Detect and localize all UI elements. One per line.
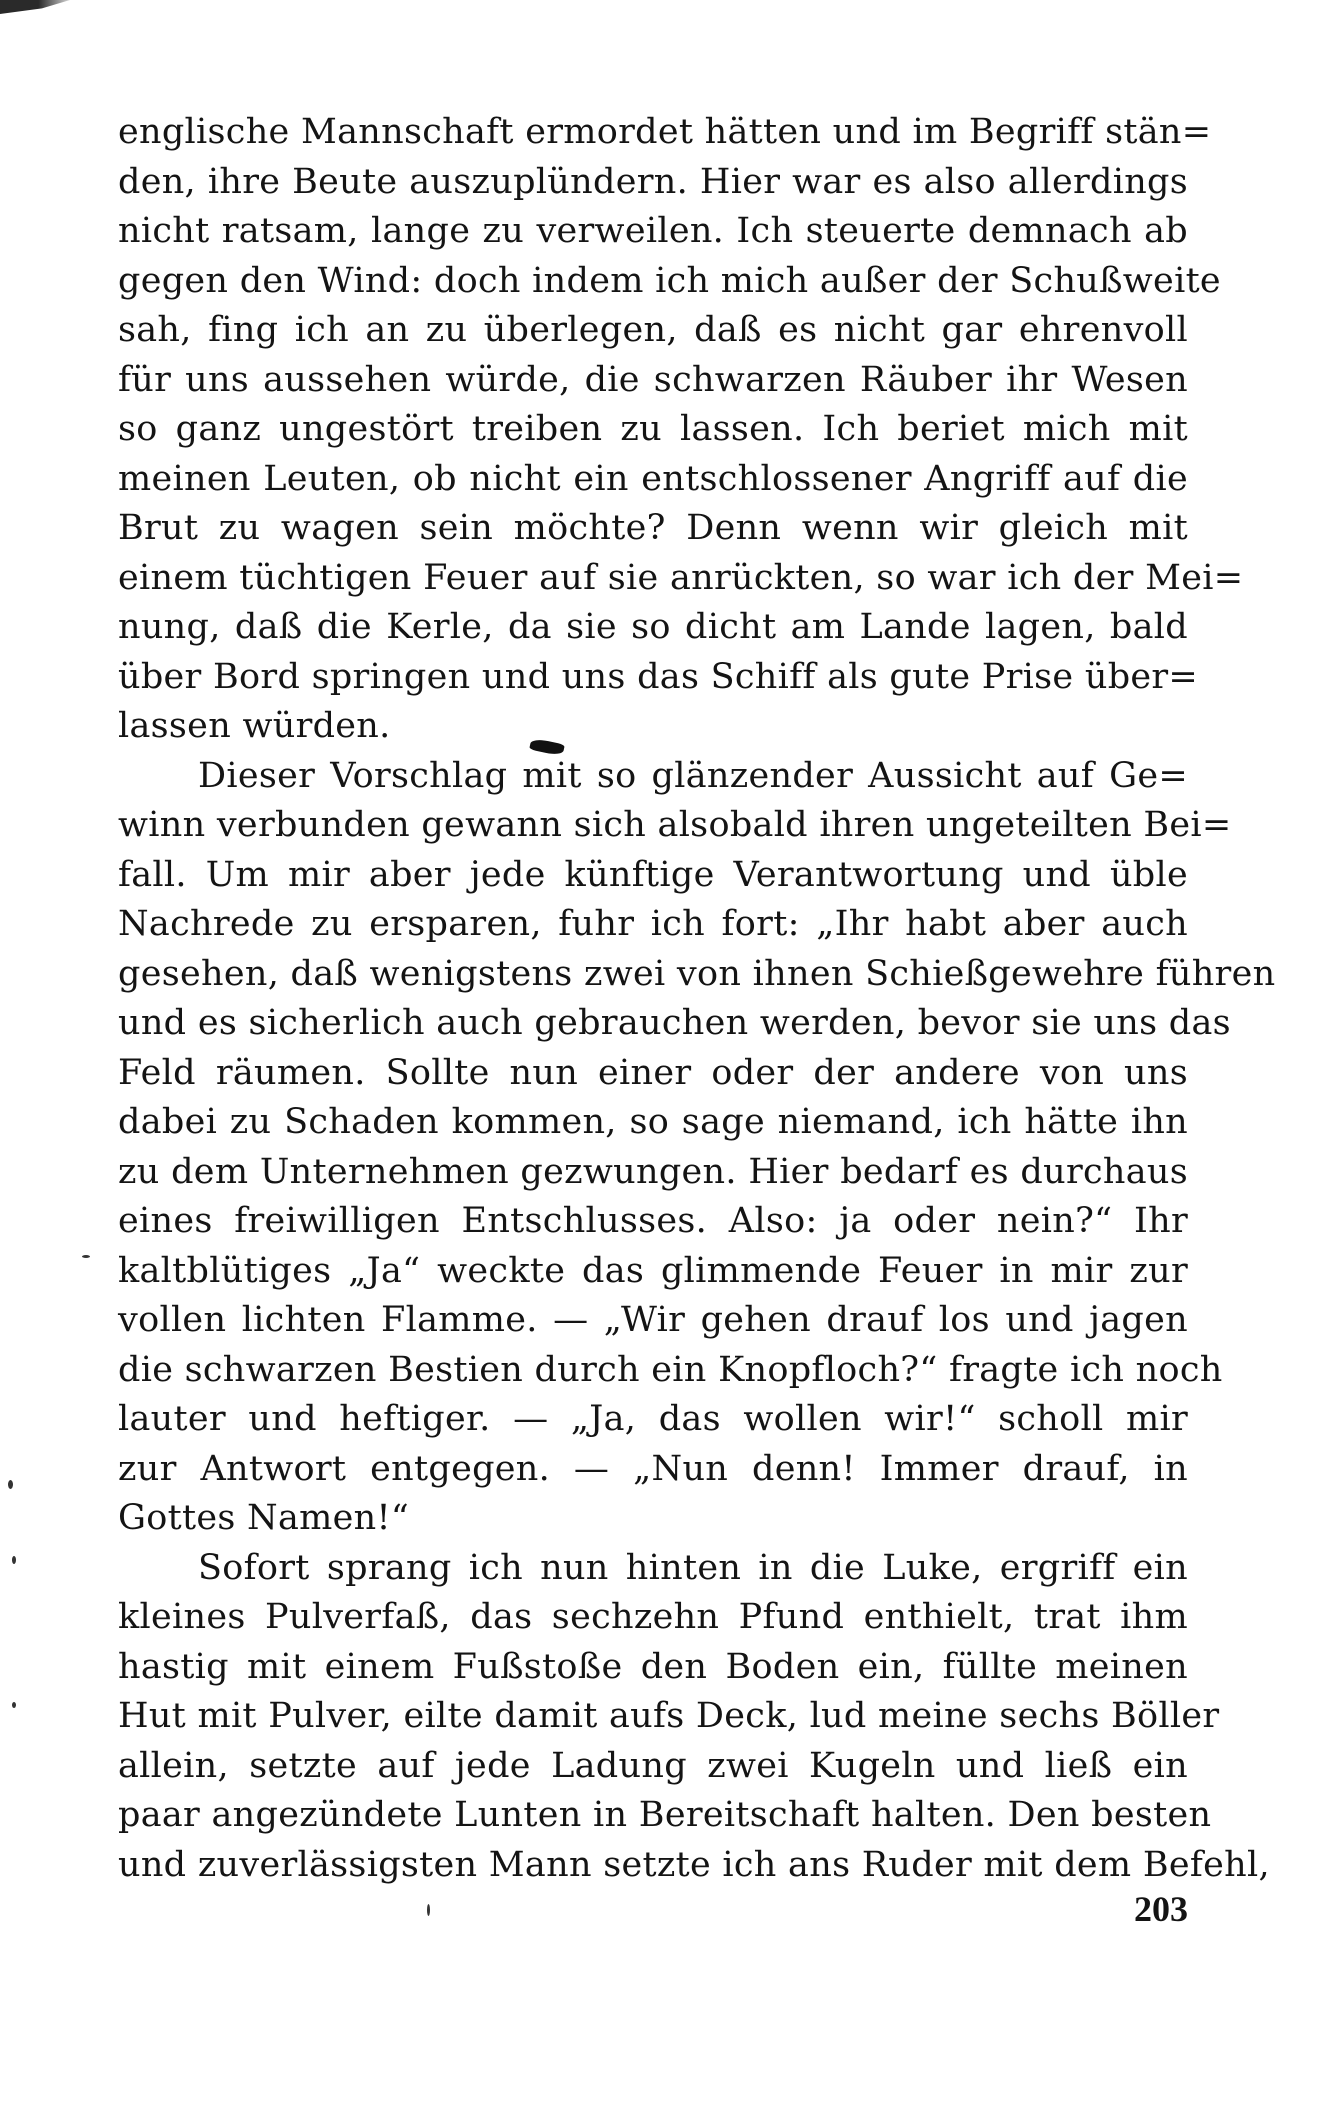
text-line: Brut zu wagen sein möchte? Denn wenn wir gleich mit [118,508,1188,548]
scan-speck [427,1904,430,1916]
text-line: meinen Leuten, ob nicht ein entschlossener Angriff auf die [118,458,1188,499]
text-line: Dieser Vorschlag mit so glänzender Aussicht auf Ge= [198,755,1188,796]
text-line: über Bord springen und uns das Schiff als gute Prise über= [118,656,1199,697]
text-line: eines freiwilligen Entschlusses. Also: ja oder nein?“ Ihr [118,1201,1188,1241]
text-line: nung, daß die Kerle, da sie so dicht am Lande lagen, bald [118,607,1188,647]
text-line: die schwarzen Bestien durch ein Knopfloch?“ fragte ich noch [118,1349,1223,1390]
text-line: hastig mit einem Fußstoße den Boden ein, füllte meinen [118,1646,1188,1687]
scan-speck [12,1702,16,1708]
text-line: fall. Um mir aber jede künftige Verantwortung und üble [118,854,1188,895]
text-line: den, ihre Beute auszuplündern. Hier war es also allerdings [118,161,1188,202]
text-line: winn verbunden gewann sich alsobald ihren ungeteilten Bei= [118,805,1232,845]
text-line: Nachrede zu ersparen, fuhr ich fort: „Ihr habt aber auch [118,904,1188,944]
text-line: gegen den Wind: doch indem ich mich außer der Schußweite [118,260,1221,301]
text-line: und es sicherlich auch gebrauchen werden, bevor sie uns das [118,1003,1231,1043]
text-line: vollen lichten Flamme. — „Wir gehen drauf los und jagen [118,1300,1188,1340]
scan-corner-mark [0,0,70,14]
text-line: für uns aussehen würde, die schwarzen Räuber ihr Wesen [118,359,1188,400]
scan-speck [82,1255,90,1258]
text-line: sah, fing ich an zu überlegen, daß es nicht gar ehrenvoll [118,310,1188,350]
body-text [118,108,1276,1890]
scan-speck [8,1480,13,1489]
scan-speck [12,1556,16,1564]
text-line: Gottes Namen!“ [118,1498,410,1538]
text-line: Hut mit Pulver, eilte damit aufs Deck, lud meine sechs Böller [118,1696,1220,1736]
text-line: Sofort sprang ich nun hinten in die Luke, ergriff ein [198,1547,1188,1588]
text-line: zu dem Unternehmen gezwungen. Hier bedarf es durchaus [118,1151,1188,1192]
text-line: kleines Pulverfaß, das sechzehn Pfund enthielt, trat ihm [118,1597,1188,1637]
page-number: 203 [1134,1889,1188,1929]
text-line: lassen würden. [118,706,391,746]
text-line: einem tüchtigen Feuer auf sie anrückten, so war ich der Mei= [118,557,1244,598]
text-line: gesehen, daß wenigstens zwei von ihnen Schießgewehre führen [118,953,1276,994]
text-line: zur Antwort entgegen. — „Nun denn! Immer drauf, in [118,1448,1188,1489]
text-line: Feld räumen. Sollte nun einer oder der andere von uns [118,1052,1188,1093]
text-line: lauter und heftiger. — „Ja, das wollen wir!“ scholl mir [118,1399,1188,1439]
text-line: englische Mannschaft ermordet hätten und im Begriff stän= [118,112,1212,152]
text-line: und zuverlässigsten Mann setzte ich ans Ruder mit dem Befehl, [118,1844,1270,1885]
text-line: paar angezündete Lunten in Bereitschaft halten. Den besten [118,1795,1212,1835]
text-line: kaltblütiges „Ja“ weckte das glimmende Feuer in mir zur [118,1250,1188,1291]
text-line: nicht ratsam, lange zu verweilen. Ich steuerte demnach ab [118,211,1188,251]
text-line: allein, setzte auf jede Ladung zwei Kugeln und ließ ein [118,1745,1188,1786]
text-line: dabei zu Schaden kommen, so sage niemand, ich hätte ihn [118,1102,1188,1142]
text-line: so ganz ungestört treiben zu lassen. Ich beriet mich mit [118,409,1188,449]
